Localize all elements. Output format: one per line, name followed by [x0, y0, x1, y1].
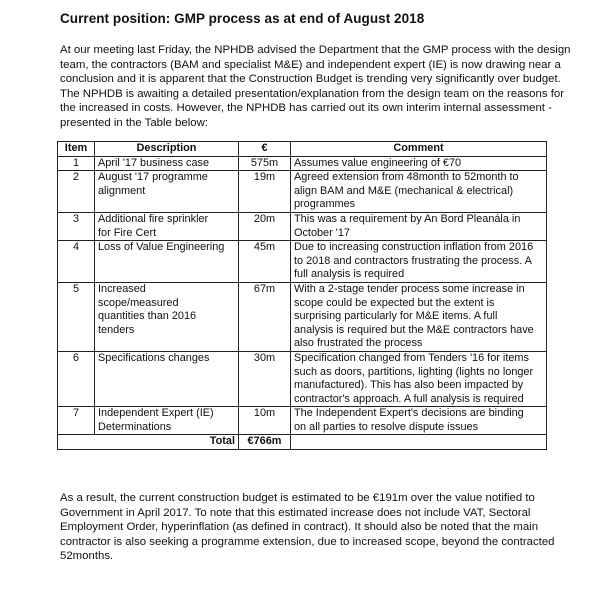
comment-line: to 2018 and contractors frustrating the process. A	[294, 254, 532, 267]
total-label: Total	[58, 435, 239, 450]
description-line: quantities than 2016	[98, 310, 197, 323]
description-line: Specifications changes	[98, 351, 210, 364]
comment-line: on all parties to resolve dispute issues	[294, 420, 479, 433]
table-row	[58, 156, 547, 171]
comment-line: With a 2-stage tender process some increase in	[294, 282, 525, 295]
description-line: Determinations	[98, 420, 172, 433]
intro-line: At our meeting last Friday, the NPHDB advised the Department that the GMP process with the design	[60, 44, 571, 56]
description-line: alignment	[98, 184, 146, 197]
intro-line: presented in the Table below:	[60, 116, 208, 129]
table-header-row	[58, 142, 547, 157]
row-item: 7	[58, 407, 95, 435]
description-line: Loss of Value Engineering	[98, 241, 225, 254]
result-line: 52months.	[60, 550, 114, 563]
total-comment-blank	[291, 435, 547, 450]
row-euro: 10m	[239, 407, 291, 435]
table-row	[58, 282, 547, 351]
comment-line: Assumes value engineering of €70	[294, 156, 462, 169]
row-euro: 575m	[239, 156, 291, 171]
table-row	[58, 212, 547, 240]
table-row	[58, 351, 547, 406]
row-description	[95, 171, 239, 213]
row-euro: 67m	[239, 282, 291, 351]
page-heading: Current position: GMP process as at end of August 2018	[60, 11, 425, 26]
row-euro: 30m	[239, 351, 291, 406]
comment-line: manufactured). This has also been impacted by	[294, 379, 524, 392]
table-total-row	[58, 435, 547, 450]
row-description	[95, 212, 239, 240]
result-line: contractor is also seeking a programme extension, due to increased scope, beyond the contracted	[60, 535, 555, 548]
row-euro: 19m	[239, 171, 291, 213]
comment-line: October '17	[294, 226, 350, 239]
header-comment: Comment	[291, 142, 547, 157]
row-item: 2	[58, 171, 95, 213]
table-row	[58, 241, 547, 283]
row-comment	[291, 171, 547, 213]
header-description: Description	[95, 142, 239, 157]
description-line: August '17 programme	[98, 171, 208, 184]
row-description	[95, 351, 239, 406]
row-comment	[291, 241, 547, 283]
row-item: 1	[58, 156, 95, 171]
intro-line: team, the contractors (BAM and specialist M&E) and independent expert (IE) is now drawing near a	[60, 58, 561, 71]
intro-line: The NPHDB is awaiting a detailed presentation/explanation from the design team on the reasons for	[60, 87, 565, 100]
comment-line: programmes	[294, 198, 356, 211]
header-euro: €	[239, 142, 291, 157]
row-item: 6	[58, 351, 95, 406]
row-description	[95, 407, 239, 435]
description-line: tenders	[98, 323, 135, 336]
row-comment	[291, 407, 547, 435]
comment-line: such as doors, partitions, lighting (lights no longer	[294, 365, 534, 378]
description-line: Independent Expert (IE)	[98, 407, 214, 420]
result-line: Employment Order, hyperinflation (as defined in contract). It should also be noted that the main	[60, 521, 539, 534]
row-comment	[291, 212, 547, 240]
header-item: Item	[58, 142, 95, 157]
intro-paragraph	[60, 43, 571, 131]
row-comment	[291, 351, 547, 406]
table-row	[58, 407, 547, 435]
row-comment	[291, 156, 547, 171]
comment-line: The Independent Expert's decisions are binding	[294, 407, 524, 420]
comment-line: Due to increasing construction inflation from 2016	[294, 241, 534, 254]
comment-line: full analysis is required	[294, 268, 405, 281]
comment-line: Specification changed from Tenders '16 for items	[294, 351, 529, 364]
intro-line: the increased in costs. However, the NPHDB has carried out its own interim internal assessment -	[60, 102, 552, 115]
description-line: for Fire Cert	[98, 226, 157, 239]
result-line: Government in April 2017. To note that this estimated increase does not include VAT, Sectoral	[60, 506, 531, 519]
row-item: 3	[58, 212, 95, 240]
table-row	[58, 171, 547, 213]
row-description	[95, 282, 239, 351]
comment-line: scope could be expected but the extent is	[294, 296, 495, 309]
description-line: scope/measured	[98, 296, 179, 309]
row-item: 5	[58, 282, 95, 351]
row-item: 4	[58, 241, 95, 283]
comment-line: also frustrated the process	[294, 337, 423, 350]
comment-line: Agreed extension from 48month to 52month to	[294, 171, 519, 184]
description-line: Increased	[98, 282, 146, 295]
comment-line: contractor's approach. A full analysis is required	[294, 392, 524, 405]
comment-line: This was a requirement by An Bord Pleanála in	[294, 212, 521, 225]
comment-line: align BAM and M&E (mechanical & electrical)	[294, 184, 514, 197]
row-euro: 45m	[239, 241, 291, 283]
result-line: As a result, the current construction budget is estimated to be €191m over the value notified to	[60, 492, 535, 504]
cost-table	[57, 141, 547, 450]
row-description	[95, 156, 239, 171]
row-description	[95, 241, 239, 283]
row-euro: 20m	[239, 212, 291, 240]
description-line: April '17 business case	[98, 156, 210, 169]
description-line: Additional fire sprinkler	[98, 212, 209, 225]
result-paragraph	[60, 491, 560, 564]
intro-line: conclusion and it is apparent that the Construction Budget is trending very significantly over budget.	[60, 73, 561, 86]
comment-line: analysis is required but the M&E contractors have	[294, 323, 534, 336]
row-comment	[291, 282, 547, 351]
total-value: €766m	[239, 435, 291, 450]
comment-line: surprising particularly for M&E items. A full	[294, 310, 498, 323]
